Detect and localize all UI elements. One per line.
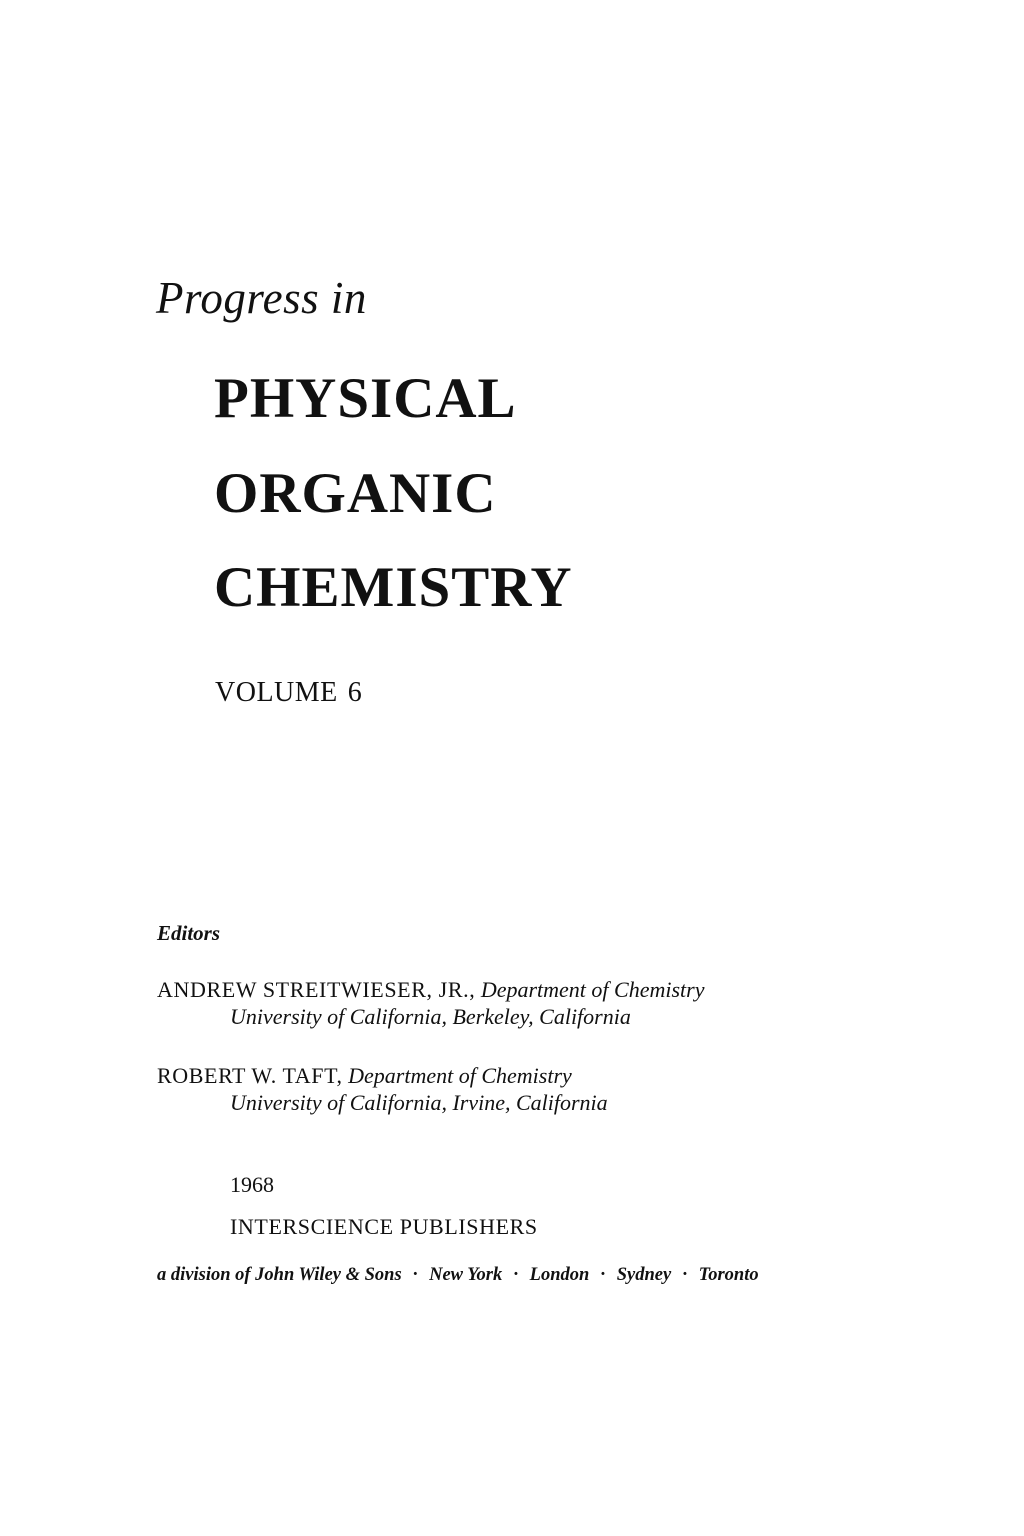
separator-dot: ·: [412, 1265, 419, 1285]
separator-dot: ·: [599, 1265, 607, 1285]
editor-1-line: [157, 976, 704, 1004]
imprint-line: [157, 1262, 759, 1288]
editor-1-department: Department of Chemistry: [480, 977, 705, 1002]
volume-number: 6: [347, 677, 363, 708]
title-line-physical: PHYSICAL: [214, 367, 517, 430]
editor-1-name: ANDREW STREITWIESER, JR.,: [157, 977, 476, 1002]
editor-1-affiliation: University of California, Berkeley, California: [230, 1004, 631, 1029]
imprint-city-sydney: Sydney: [616, 1265, 672, 1285]
imprint-city-new-york: New York: [429, 1265, 503, 1285]
editor-2-name: ROBERT W. TAFT,: [157, 1063, 343, 1088]
publication-year: 1968: [230, 1172, 274, 1197]
volume-label: VOLUME: [215, 677, 338, 708]
separator-dot: ·: [681, 1265, 688, 1285]
publisher-name: INTERSCIENCE PUBLISHERS: [230, 1214, 538, 1239]
imprint-division: a division of John Wiley & Sons: [157, 1265, 402, 1285]
series-prefix: Progress in: [156, 273, 367, 323]
editors-heading: Editors: [157, 921, 221, 945]
separator-dot: ·: [512, 1265, 520, 1285]
editor-2-line: [157, 1062, 572, 1090]
imprint-city-london: London: [529, 1265, 590, 1285]
volume-label-group: [215, 675, 362, 711]
editor-2-department: Department of Chemistry: [348, 1063, 572, 1088]
title-line-organic: ORGANIC: [214, 462, 497, 525]
title-line-chemistry: CHEMISTRY: [214, 556, 573, 619]
imprint-city-toronto: Toronto: [698, 1265, 759, 1285]
editor-2-affiliation: University of California, Irvine, California: [230, 1090, 608, 1115]
